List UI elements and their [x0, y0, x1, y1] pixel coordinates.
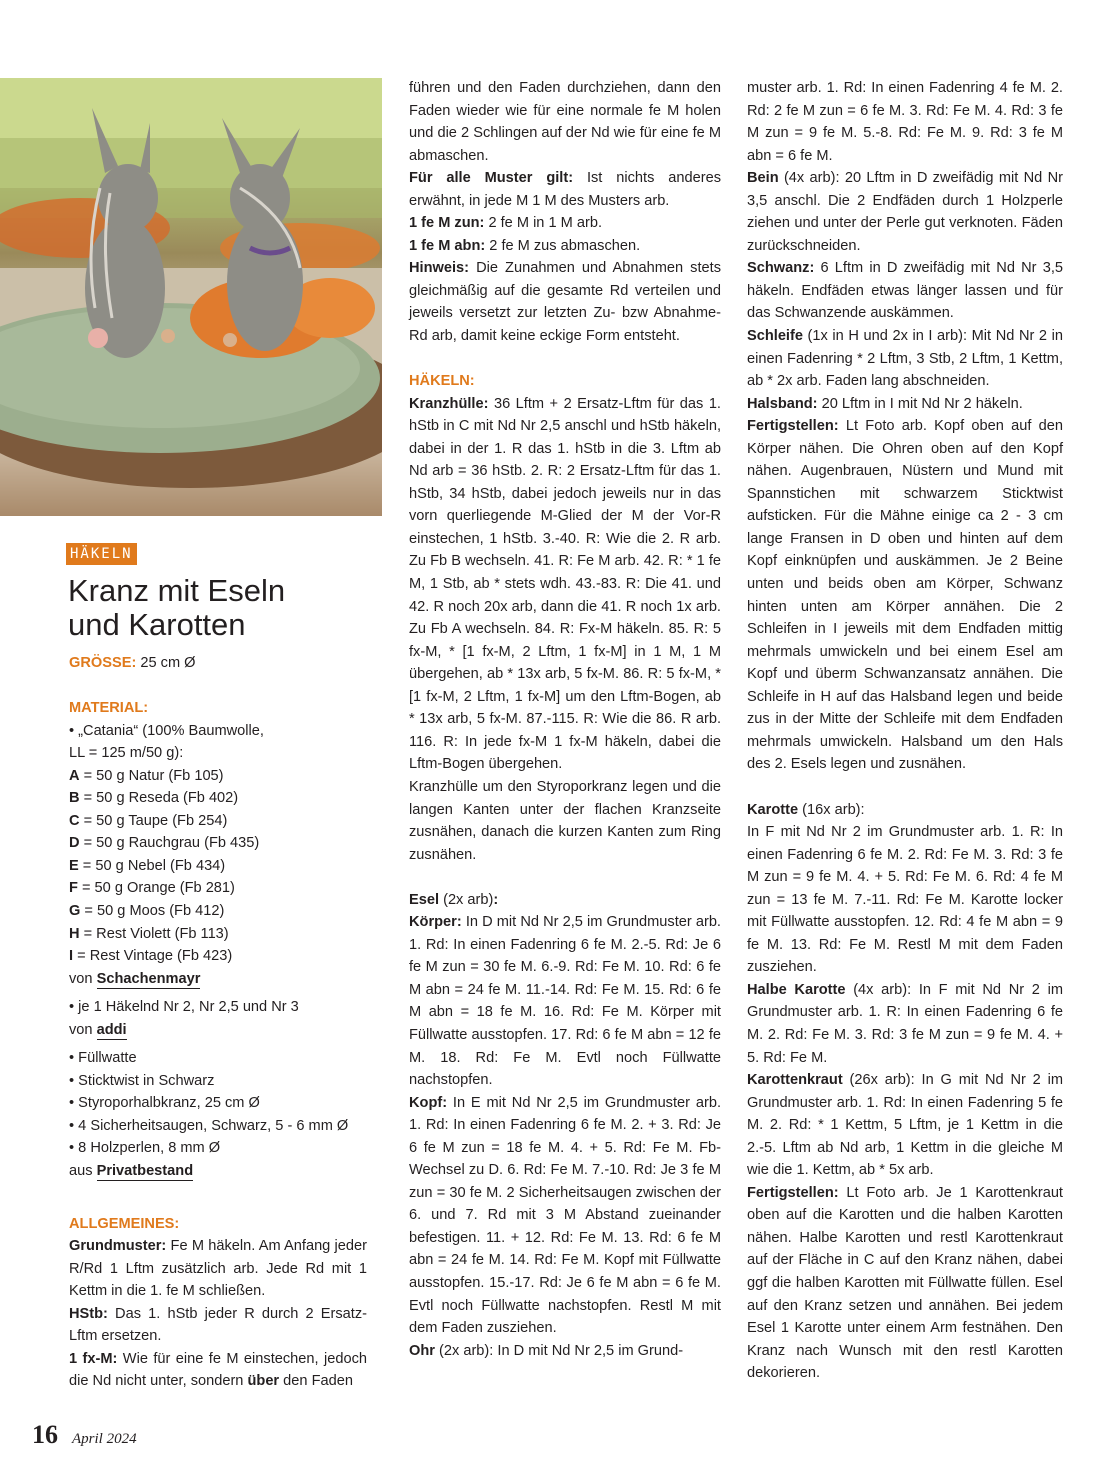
size-value: 25 cm Ø — [136, 655, 196, 671]
color-item: G = 50 g Moos (Fb 412) — [69, 903, 225, 920]
paragraph: In F mit Nd Nr 2 im Grundmuster arb. 1. R: In einen Fadenring 6 fe M. 2. Rd: Fe M. 3. Rd: 3 fe M zun = 9 fe M. 4. + 5. Rd: Fe M. 6. Rd: 4 fe M zun = 13 fe M. 7.-11. Rd: Fe M. Karotte locker mit Füllwatte ausstopfen. 12. Rd: 4 fe M abn = 9 fe M. 13. Rd: Fe M. Restl M mit dem Faden zusziehen. — [747, 824, 1063, 976]
color-item: H = Rest Violett (Fb 113) — [69, 925, 229, 942]
paragraph: Kopf: In E mit Nd Nr 2,5 im Grundmuster arb. 1. Rd: In einen Fadenring 6 fe M. 2. + 3. Rd: Je 6 fe M zun = 18 fe M. 4. + 5. Rd: Fe M. Fb-Wechsel zu D. 6. Rd: Fe M. 7.-10. Rd: Je 3 fe M zun = 30 fe M. 2 Sicherheitsaugen zwischen der 6. und 7. Rd mit 3 M Abstand zueinander befestigen. 11. + 12. Rd: Fe M. 13. Rd: 6 fe M abn = 24 fe M. 14. Rd: Fe M. Kopf mit Füllwatte ausstopfen. 15.-17. Rd: Je 6 fe M abn = 6 fe M. Evtl noch Füllwatte nachstopfen. Restl M mit dem Faden zusziehen. — [409, 1094, 721, 1337]
extra-item: • Füllwatte — [69, 1050, 137, 1067]
paragraph: Halbe Karotte (4x arb): In F mit Nd Nr 2 im Grundmuster arb. 1. R: In einen Fadenring 6 fe M. 2. Rd: Fe M. 3. Rd: 3 fe M zun = 9 fe M. 4. + 5. Rd: Fe M. — [747, 981, 1063, 1066]
hero-photo — [0, 78, 382, 516]
extra-item: • Sticktwist in Schwarz — [69, 1072, 215, 1089]
paragraph: muster arb. 1. Rd: In einen Fadenring 4 fe M. 2. Rd: 2 fe M zun = 6 fe M. 3. Rd: Fe M. 4. Rd: 3 fe M zun = 9 fe M. 5.-8. Rd: Fe M. 9. Rd: 3 fe M abn = 6 fe M. — [747, 80, 1063, 164]
color-item: B = 50 g Reseda (Fb 402) — [69, 790, 239, 807]
section-heading: Esel (2x arb): — [409, 891, 499, 908]
paragraph: Bein (4x arb): 20 Lftm in D zweifädig mit Nd Nr 3,5 anschl. Die 2 Endfäden durch 1 Holzperle ziehen und unter der Perle gut verknoten. Fäden zurückschneiden. — [747, 170, 1063, 254]
supplier-brand: Privatbestand — [96, 1163, 194, 1180]
paragraph: 1 fe M abn: 2 fe M zus abmaschen. — [409, 237, 641, 254]
hook-line: • je 1 Häkelnd Nr 2, Nr 2,5 und Nr 3 — [69, 999, 299, 1016]
paragraph: führen und den Faden durchziehen, dann den Faden wieder wie für eine normale fe M holen und die 2 Schlingen auf der Nd wie für eine fe M abmaschen. — [409, 80, 721, 164]
paragraph: Für alle Muster gilt: Ist nichts anderes erwähnt, in jede M 1 M des Musters arb. — [409, 170, 721, 209]
paragraph: Halsband: 20 Lftm in I mit Nd Nr 2 häkeln. — [747, 395, 1023, 412]
color-item: I = Rest Vintage (Fb 423) — [69, 948, 233, 965]
supplier-line: aus Privatbestand — [69, 1163, 194, 1180]
extra-item: • 8 Holzperlen, 8 mm Ø — [69, 1140, 221, 1157]
size-label: GRÖSSE: — [69, 655, 137, 671]
donkeys-wreath-illustration — [0, 78, 382, 516]
size-line — [69, 652, 367, 675]
paragraph: Kranzhülle: 36 Lftm + 2 Ersatz-Lftm für das 1. hStb in C mit Nd Nr 2,5 anschl und hStb häkeln, dabei in der 1. R das 1. hStb in die 3. Lftm ab Nd arb = 36 hStb. 2. R: 2 Ersatz-Lftm für das 1. hStb, 34 hStb, dabei jedoch jeweils nur in das vorn querliegende M-Glied der M der Vor-R einstechen, 1 hStb. 3.-40. R: Wie die 2. R arb. Zu Fb B wechseln. 41. R: Fe M arb. 42. R: * 1 fe M, 1 Stb, ab * stets wdh. 43.-83. R: Die 41. und 42. R noch 20x arb, dann die 41. R noch 1x arb. Zu Fb A wechseln. 84. R: Fx-M häkeln. 85. R: 5 fx-M, * [1 fx-M, 2 Lftm, 1 fx-M] in 1 M, 1 M übergehen, ab * 13x arb, 5 fx-M. 86. R: 5 fx-M, * [1 fx-M, 2 Lftm, 1 fx-M] um den Lftm-Bogen, ab * 13x arb, 5 fx-M. 87.-115. R: Wie die 86. R arb. 116. R: In jede fx-M 1 fx-M häkeln, dabei die Lftm-Bogen übergehen. — [409, 395, 721, 773]
title-line-2: und Karotten — [68, 607, 246, 642]
section-heading: Karotte (16x arb): — [747, 801, 865, 818]
title-line-1: Kranz mit Eseln — [68, 573, 286, 608]
paragraph: Grundmuster: Fe M häkeln. Am Anfang jeder R/Rd 1 Lftm zusätzlich arb. Jede Rd mit 1 Kettm in die 1. fe M schließen. — [69, 1238, 367, 1300]
extra-item: • Styroporhalbkranz, 25 cm Ø — [69, 1095, 260, 1112]
left-column — [69, 652, 367, 1393]
page-number: 16 — [32, 1420, 58, 1449]
issue-date: April 2024 — [72, 1431, 137, 1447]
supplier-brand: Schachenmayr — [96, 970, 201, 987]
color-item: C = 50 g Taupe (Fb 254) — [69, 812, 228, 829]
paragraph: 1 fe M zun: 2 fe M in 1 M arb. — [409, 215, 603, 232]
paragraph: Karottenkraut (26x arb): In G mit Nd Nr 2 im Grundmuster arb. 1. Rd: In einen Fadenring 5 fe M. 2. Rd: * 1 Kettm, 5 Lftm, je 1 Kettm in die 2.-5. Lftm ab Nd arb, 1 Kettm in die gleiche M wie die 1. Kettm, ab * 5x arb. — [747, 1072, 1063, 1179]
paragraph: Körper: In D mit Nd Nr 2,5 im Grundmuster arb. 1. Rd: In einen Fadenring 6 fe M. 2.-5. Rd: Je 6 fe M zun = 30 fe M. 6.-9. Rd: Fe M. 10. Rd: 6 fe M abn = 24 fe M. 11.-14. Rd: Fe M. 15. Rd: 6 fe M abn = 18 fe M. 16. Rd: Fe M. Körper mit Füllwatte ausstopfen. 17. Rd: 6 fe M abn = 12 fe M. 18. Rd: Fe M. Evtl noch Füllwatte nachstopfen. — [409, 914, 721, 1089]
paragraph: Fertigstellen: Lt Foto arb. Je 1 Karottenkraut oben auf die Karotten und die halben Karotten nähen. Halbe Karotten und restl Karottenkraut auf der Fläche in C auf den Kranz nähen, dabei ggf die halben Karotten mit Füllwatte füllen. Esel auf den Kranz setzen und annähen. Bei jedem Esel 1 Karotte unter einem Arm festnähen. Den Kranz nach Wunsch mit den restl Karotten dekorieren. — [747, 1184, 1063, 1382]
haekeln-heading: HÄKELN: — [409, 373, 475, 390]
paragraph: Hinweis: Die Zunahmen und Abnahmen stets gleichmäßig auf die gesamte Rd verteilen und jeweils versetzt zur letzten Zu- bzw Abnahme-Rd arb, damit keine eckige Form entsteht. — [409, 260, 721, 345]
paragraph: Schwanz: 6 Lftm in D zweifädig mit Nd Nr 3,5 häkeln. Endfäden etwas länger lassen und für das Schwanzende auskämmen. — [747, 260, 1063, 322]
right-column — [747, 77, 1063, 1385]
material-heading: MATERIAL: — [69, 700, 149, 717]
color-item: E = 50 g Nebel (Fb 434) — [69, 857, 226, 874]
paragraph: Ohr (2x arb): In D mit Nd Nr 2,5 im Grund- — [409, 1342, 684, 1359]
paragraph: Fertigstellen: Lt Foto arb. Kopf oben auf den Körper nähen. Die Ohren oben auf den Kopf nähen. Augenbrauen, Nüstern und Mund mit Spannstichen mit schwarzem Sticktwist aufsticken. Für die Mähne einige ca 2 - 3 cm lange Fransen in D oben und hinten auf dem Kopf einknüpfen und auskämmen. Je 2 Beine unten und beids oben am Körper, Schwanz hinten unten am Körper annähen. Die 2 Schleifen in I jeweils mit dem Endfaden mittig mehrmals umwickeln und bei einem Esel am Kopf und überm Schwanzansatz annähen. Die Schleife in H auf das Halsband legen und beide zus in der Mitte der Schleife mit dem Endfaden mehrmals umwickeln. Halsband um den Hals des 2. Esels legen und zusnähen. — [747, 418, 1063, 773]
color-item: A = 50 g Natur (Fb 105) — [69, 767, 224, 784]
paragraph: 1 fx-M: Wie für eine fe M einstechen, jedoch die Nd nicht unter, sondern über den Faden — [69, 1350, 367, 1390]
general-heading: ALLGEMEINES: — [69, 1215, 180, 1232]
paragraph: Kranzhülle um den Styroporkranz legen und die langen Kanten unter der flachen Kranzseite zusnähen, danach die kurzen Kanten zum Ring zusnähen. — [409, 778, 721, 863]
category-tag: HÄKELN — [66, 543, 137, 565]
yarn-line-1: • „Catania“ (100% Baumwolle, — [69, 722, 264, 739]
page-title — [68, 574, 368, 642]
middle-column — [409, 77, 721, 1362]
color-item: D = 50 g Rauchgrau (Fb 435) — [69, 835, 260, 852]
supplier-line: von Schachenmayr — [69, 970, 201, 987]
extra-item: • 4 Sicherheitsaugen, Schwarz, 5 - 6 mm Ø — [69, 1117, 349, 1134]
paragraph: HStb: Das 1. hStb jeder R durch 2 Ersatz-Lftm ersetzen. — [69, 1305, 367, 1345]
page-footer — [32, 1420, 137, 1450]
color-item: F = 50 g Orange (Fb 281) — [69, 880, 235, 897]
supplier-brand: addi — [96, 1021, 127, 1038]
supplier-line: von addi — [69, 1021, 127, 1038]
paragraph: Schleife (1x in H und 2x in I arb): Mit Nd Nr 2 in einen Fadenring * 2 Lftm, 3 Stb, 2 Lftm, 1 Kettm, ab * 2x arb. Faden lang abschneiden. — [747, 328, 1063, 390]
yarn-line-2: LL = 125 m/50 g): — [69, 745, 184, 762]
